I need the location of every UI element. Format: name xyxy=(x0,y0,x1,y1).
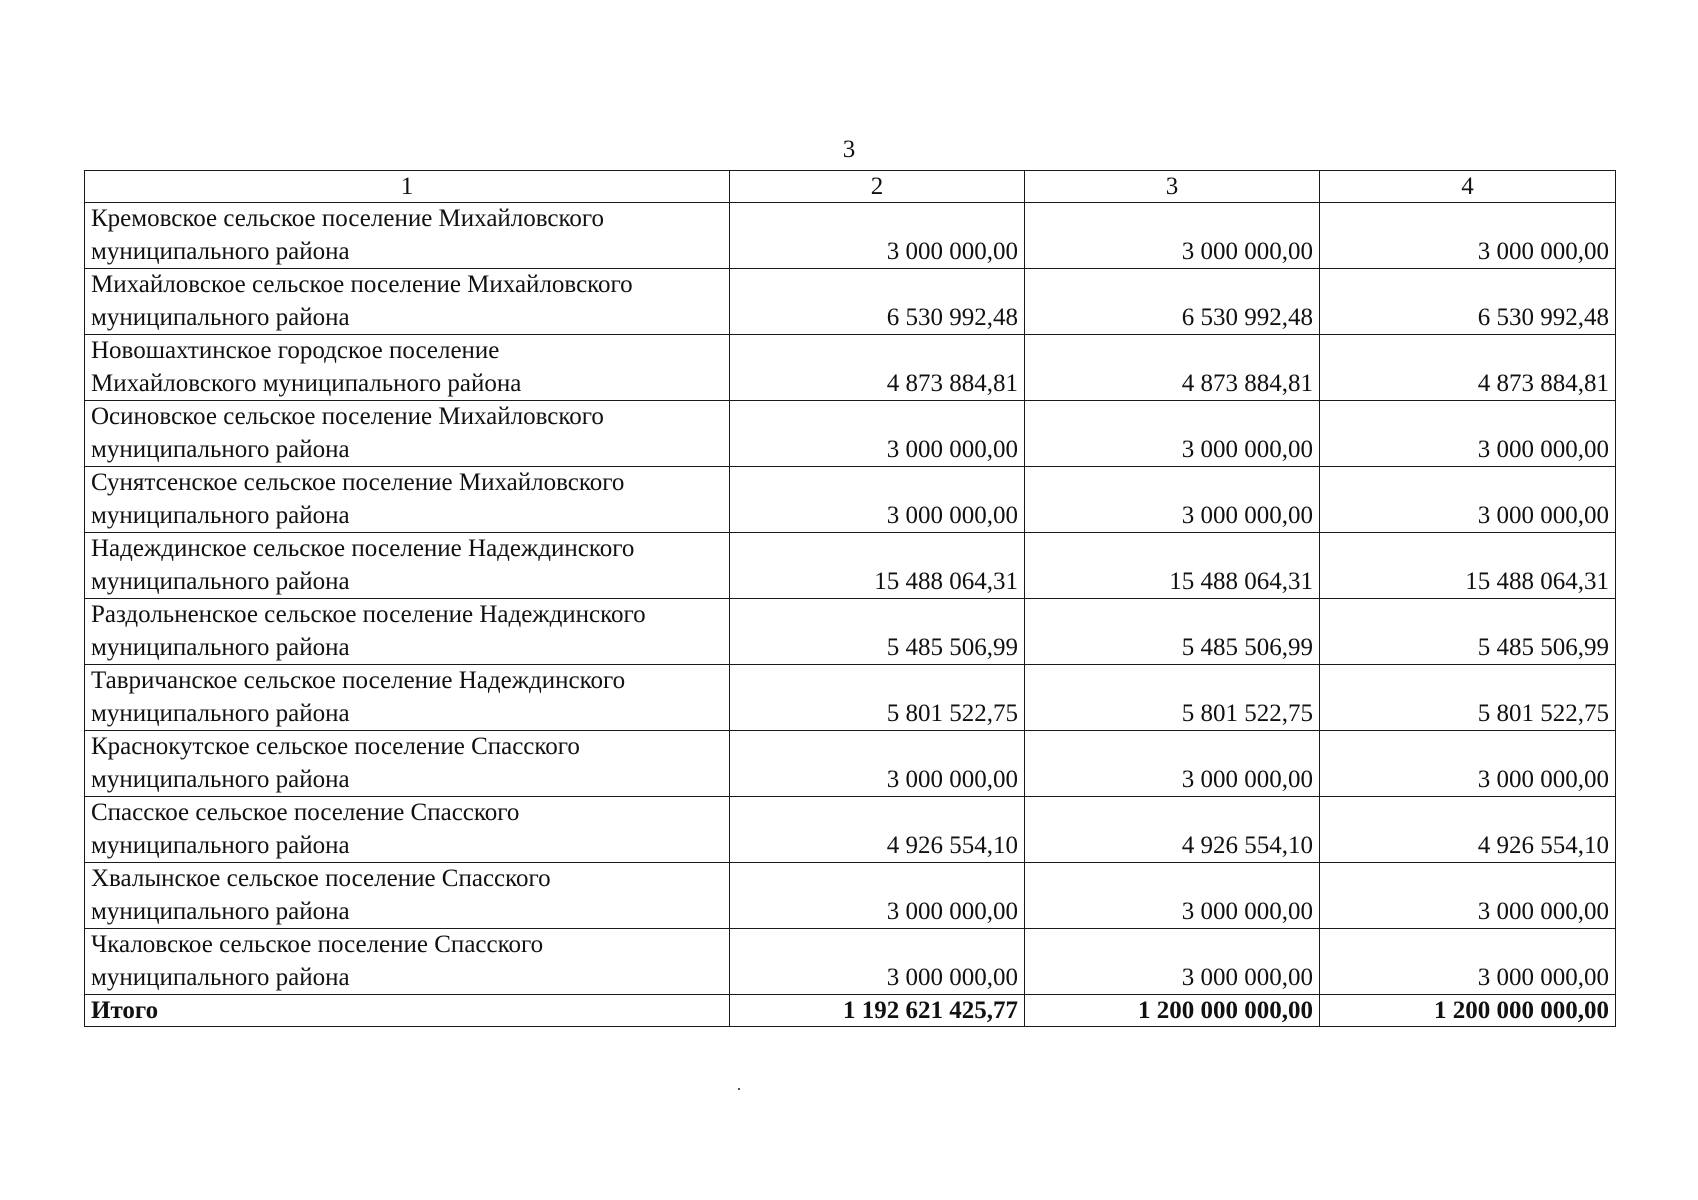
table-row xyxy=(85,533,1616,599)
amount-col2-cell: 4 873 884,81 xyxy=(730,335,1025,401)
amount-col2-cell: 3 000 000,00 xyxy=(730,731,1025,797)
scan-speck xyxy=(738,1088,740,1090)
total-label-cell: Итого xyxy=(85,995,730,1027)
amount-col3-cell: 4 873 884,81 xyxy=(1025,335,1320,401)
table-row xyxy=(85,863,1616,929)
amount-col3-cell: 3 000 000,00 xyxy=(1025,929,1320,995)
amount-col4-cell: 5 485 506,99 xyxy=(1320,599,1616,665)
total-col3-cell: 1 200 000 000,00 xyxy=(1025,995,1320,1027)
settlement-name-cell: Сунятсенское сельское поселение Михайловского муниципального района xyxy=(85,467,730,533)
table-row xyxy=(85,335,1616,401)
amount-col3-cell: 4 926 554,10 xyxy=(1025,797,1320,863)
amount-col3-cell: 3 000 000,00 xyxy=(1025,203,1320,269)
amount-col3-cell: 5 485 506,99 xyxy=(1025,599,1320,665)
table-row xyxy=(85,665,1616,731)
table-row xyxy=(85,203,1616,269)
amount-col4-cell: 3 000 000,00 xyxy=(1320,863,1616,929)
amount-col2-cell: 3 000 000,00 xyxy=(730,929,1025,995)
amount-col2-cell: 4 926 554,10 xyxy=(730,797,1025,863)
table-row xyxy=(85,269,1616,335)
table-row xyxy=(85,599,1616,665)
amount-col2-cell: 6 530 992,48 xyxy=(730,269,1025,335)
amount-col4-cell: 4 926 554,10 xyxy=(1320,797,1616,863)
table-row xyxy=(85,929,1616,995)
settlement-name-cell: Новошахтинское городское поселение Михайловского муниципального района xyxy=(85,335,730,401)
amount-col4-cell: 6 530 992,48 xyxy=(1320,269,1616,335)
column-header-1: 1 xyxy=(85,171,730,203)
amount-col3-cell: 6 530 992,48 xyxy=(1025,269,1320,335)
amount-col4-cell: 4 873 884,81 xyxy=(1320,335,1616,401)
table-row xyxy=(85,731,1616,797)
total-col4-cell: 1 200 000 000,00 xyxy=(1320,995,1616,1027)
amount-col4-cell: 3 000 000,00 xyxy=(1320,401,1616,467)
table-header-row xyxy=(85,171,1616,203)
amount-col3-cell: 3 000 000,00 xyxy=(1025,467,1320,533)
settlement-name-cell: Осиновское сельское поселение Михайловского муниципального района xyxy=(85,401,730,467)
amount-col3-cell: 3 000 000,00 xyxy=(1025,401,1320,467)
amount-col2-cell: 5 801 522,75 xyxy=(730,665,1025,731)
page-number: 3 xyxy=(842,136,856,163)
column-header-2: 2 xyxy=(730,171,1025,203)
amount-col4-cell: 3 000 000,00 xyxy=(1320,731,1616,797)
settlement-name-cell: Раздольненское сельское поселение Надеждинского муниципального района xyxy=(85,599,730,665)
table-row xyxy=(85,797,1616,863)
amount-col4-cell: 3 000 000,00 xyxy=(1320,929,1616,995)
amount-col2-cell: 3 000 000,00 xyxy=(730,203,1025,269)
settlement-name-cell: Чкаловское сельское поселение Спасского муниципального района xyxy=(85,929,730,995)
settlement-name-cell: Тавричанское сельское поселение Надеждинского муниципального района xyxy=(85,665,730,731)
amount-col3-cell: 3 000 000,00 xyxy=(1025,731,1320,797)
table-row xyxy=(85,467,1616,533)
amount-col2-cell: 5 485 506,99 xyxy=(730,599,1025,665)
amount-col3-cell: 5 801 522,75 xyxy=(1025,665,1320,731)
amount-col4-cell: 3 000 000,00 xyxy=(1320,467,1616,533)
settlement-name-cell: Михайловское сельское поселение Михайловского муниципального района xyxy=(85,269,730,335)
amount-col2-cell: 3 000 000,00 xyxy=(730,863,1025,929)
amount-col4-cell: 15 488 064,31 xyxy=(1320,533,1616,599)
settlement-name-cell: Хвалынское сельское поселение Спасского муниципального района xyxy=(85,863,730,929)
column-header-3: 3 xyxy=(1025,171,1320,203)
column-header-4: 4 xyxy=(1320,171,1616,203)
amount-col4-cell: 5 801 522,75 xyxy=(1320,665,1616,731)
amount-col4-cell: 3 000 000,00 xyxy=(1320,203,1616,269)
allocation-table xyxy=(84,170,1616,1027)
settlement-name-cell: Кремовское сельское поселение Михайловского муниципального района xyxy=(85,203,730,269)
table-row xyxy=(85,401,1616,467)
amount-col3-cell: 15 488 064,31 xyxy=(1025,533,1320,599)
amount-col2-cell: 3 000 000,00 xyxy=(730,467,1025,533)
settlement-name-cell: Надеждинское сельское поселение Надеждинского муниципального района xyxy=(85,533,730,599)
amount-col2-cell: 15 488 064,31 xyxy=(730,533,1025,599)
total-row xyxy=(85,995,1616,1027)
amount-col2-cell: 3 000 000,00 xyxy=(730,401,1025,467)
settlement-name-cell: Краснокутское сельское поселение Спасского муниципального района xyxy=(85,731,730,797)
total-col2-cell: 1 192 621 425,77 xyxy=(730,995,1025,1027)
settlement-name-cell: Спасское сельское поселение Спасского муниципального района xyxy=(85,797,730,863)
amount-col3-cell: 3 000 000,00 xyxy=(1025,863,1320,929)
